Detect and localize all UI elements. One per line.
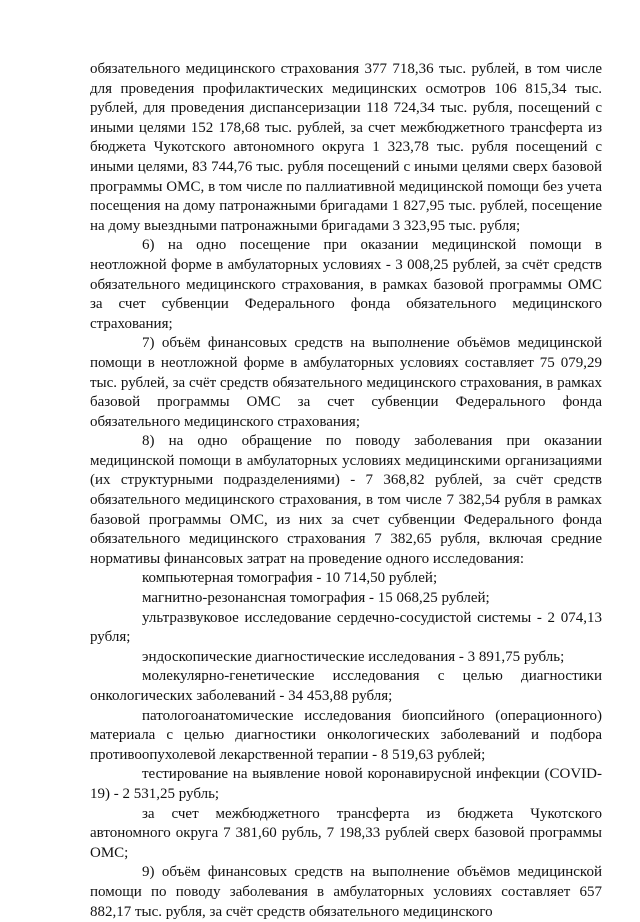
list-item-endoscopy: эндоскопические диагностические исследования - 3 891,75 рубль; [142,648,565,665]
list-item-ultrasound: ультразвуковое исследование сердечно-сосудистой системы - 2 074,13 рубля; [90,609,602,646]
paragraph-item-9: 9) объём финансовых средств на выполнение объёмов медицинской помощи по поводу заболевания в амбулаторных условиях составляет 657 882,17 тыс. рубля, за счёт средств обязательного медицинского [90,864,602,920]
list-item-mri: магнитно-резонансная томография - 15 068,25 рублей; [142,590,490,607]
list-item-molecular-genetic: молекулярно-генетические исследования с целью диагностики онкологических заболеваний - 34 453,88 рубля; [90,668,602,704]
paragraph-item-8: 8) на одно обращение по поводу заболевания при оказании медицинской помощи в амбулаторных условиях медицинскими организациями (их структурными подразделениями) - 7 368,82 рублей, за счёт средств обязательного медицинского страхования, в том числе 7 382,54 рубля в рамках базовой программы ОМС, из них за счет субвенции Федерального фонда обязательного медицинского страхования 7 382,65 рубля, включая средние нормативы финансовых затрат на проведение одного исследования: [90,433,602,567]
paragraph-item-6: 6) на одно посещение при оказании медицинской помощи в неотложной форме в амбулаторных условиях - 3 008,25 рублей, за счёт средств обязательного медицинского страхования, в рамках базовой программы ОМС за счет субвенции Федерального фонда обязательного медицинского страхования; [90,237,602,332]
list-item-pathology: патологоанатомические исследования биопсийного (операционного) материала с целью диагностики онкологических заболеваний и подбора противоопухолевой лекарственной терапии - 8 519,63 рублей; [90,707,602,763]
list-item-covid-test: тестирование на выявление новой коронавирусной инфекции (COVID-19) - 2 531,25 рубль; [90,766,602,802]
paragraph-item-7: 7) объём финансовых средств на выполнение объёмов медицинской помощи в неотложной форме в амбулаторных условиях составляет 75 079,29 тыс. рублей, за счёт средств обязательного медицинского страхования, в рамках базовой программы ОМС за счет субвенции Федерального фонда обязательного медицинского страхования; [90,335,602,430]
list-item-ct: компьютерная томография - 10 714,50 рублей; [142,570,438,587]
document-body [90,60,602,922]
paragraph-1: обязательного медицинского страхования 377 718,36 тыс. рублей, в том числе для проведения профилактических медицинских осмотров 106 815,34 тыс. рублей, для проведения диспансеризации 118 724,34 тыс. рубля, посещений с иными целями 152 178,68 тыс. рублей, за счет межбюджетного трансферта из бюджета Чукотского автономного округа 1 323,78 тыс. рубля посещений с иными целями, 83 744,76 тыс. рубля посещений с иными целями сверх базовой программы ОМС, в том числе по паллиативной медицинской помощи без учета посещения на дому патронажными бригадами 1 827,95 тыс. рублей, посещение на дому выездными патронажными бригадами 3 323,95 тыс. рубля; [90,61,602,234]
paragraph-interbudget-transfer: за счет межбюджетного трансферта из бюджета Чукотского автономного округа 7 381,60 рубль, 7 198,33 рублей сверх базовой программы ОМС; [90,805,602,861]
